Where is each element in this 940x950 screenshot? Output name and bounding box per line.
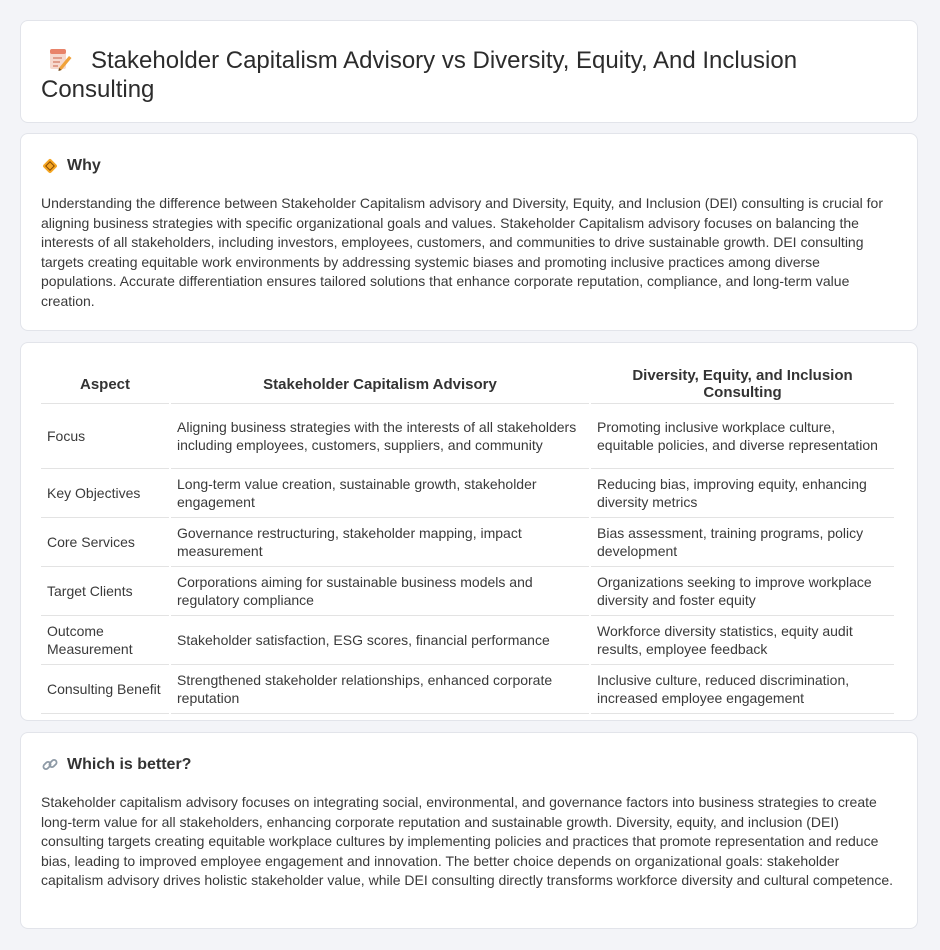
cell-dei: Bias assessment, training programs, policy development [591,518,894,567]
better-paragraph: Stakeholder capitalism advisory focuses on integrating social, environmental, and governance factors into business strategies to create long-term value for all stakeholders, enhancing corporate reputation and sustainable growth. Diversity, equity, and inclusion (DEI) consulting targets creating equitable workplace cultures by implementing policies and practices that promote representation and reduce bias, leading to improved employee engagement and innovation. The better choice depends on organizational goals: stakeholder capitalism advisory drives holistic stakeholder value, while DEI consulting directly transforms workforce diversity and cultural competence. [41,794,894,888]
cell-dei: Organizations seeking to improve workplace diversity and foster equity [591,567,894,616]
cell-aspect: Target Clients [41,567,169,616]
table-header-row [41,363,894,404]
header-dei-consulting: Diversity, Equity, and Inclusion Consulting [591,363,894,404]
why-heading-text: Why [67,157,101,174]
cell-stakeholder: Strengthened stakeholder relationships, enhanced corporate reputation [171,665,589,714]
table-row [41,404,894,469]
cell-stakeholder: Long-term value creation, sustainable growth, stakeholder engagement [171,469,589,518]
table-row [41,665,894,714]
why-heading [41,156,897,176]
title-card [20,20,918,123]
table-row [41,616,894,665]
table-row [41,469,894,518]
diamond-sign-icon [41,157,59,175]
table-row [41,567,894,616]
better-heading-text: Which is better? [67,756,192,773]
comparison-card [20,342,918,721]
page-title-text: Stakeholder Capitalism Advisory vs Diversity, Equity, And Inclusion Consulting [41,47,798,103]
cell-stakeholder: Governance restructuring, stakeholder mapping, impact measurement [171,518,589,567]
why-section [20,133,918,331]
memo-pencil-icon [45,45,73,73]
header-stakeholder-capitalism: Stakeholder Capitalism Advisory [171,363,589,404]
which-is-better-section [20,732,918,929]
cell-aspect: Core Services [41,518,169,567]
why-paragraph: Understanding the difference between Stakeholder Capitalism advisory and Diversity, Equity, and Inclusion (DEI) consulting is crucial for aligning business strategies with specific organizational goals and values. Stakeholder Capitalism advisory focuses on balancing the interests of all stakeholders, including investors, employees, customers, and communities to drive sustainable growth. DEI consulting targets creating equitable work environments by addressing systemic biases and promoting inclusive practices among diverse populations. Accurate differentiation ensures tailored solutions that enhance corporate reputation, compliance, and long-term value creation. [41,195,883,309]
cell-aspect: Outcome Measurement [41,616,169,665]
cell-aspect: Focus [41,404,169,469]
cell-stakeholder: Stakeholder satisfaction, ESG scores, financial performance [171,616,589,665]
better-heading [41,755,897,775]
cell-stakeholder: Corporations aiming for sustainable business models and regulatory compliance [171,567,589,616]
cell-dei: Promoting inclusive workplace culture, equitable policies, and diverse representation [591,404,894,469]
header-aspect: Aspect [41,363,169,404]
cell-dei: Inclusive culture, reduced discrimination, increased employee engagement [591,665,894,714]
table-row [41,518,894,567]
page-title [41,45,897,104]
cell-aspect: Key Objectives [41,469,169,518]
comparison-table [39,363,896,714]
cell-aspect: Consulting Benefit [41,665,169,714]
cell-stakeholder: Aligning business strategies with the interests of all stakeholders including employees, customers, suppliers, and community [171,404,589,469]
link-icon [41,756,59,774]
cell-dei: Workforce diversity statistics, equity audit results, employee feedback [591,616,894,665]
cell-dei: Reducing bias, improving equity, enhancing diversity metrics [591,469,894,518]
